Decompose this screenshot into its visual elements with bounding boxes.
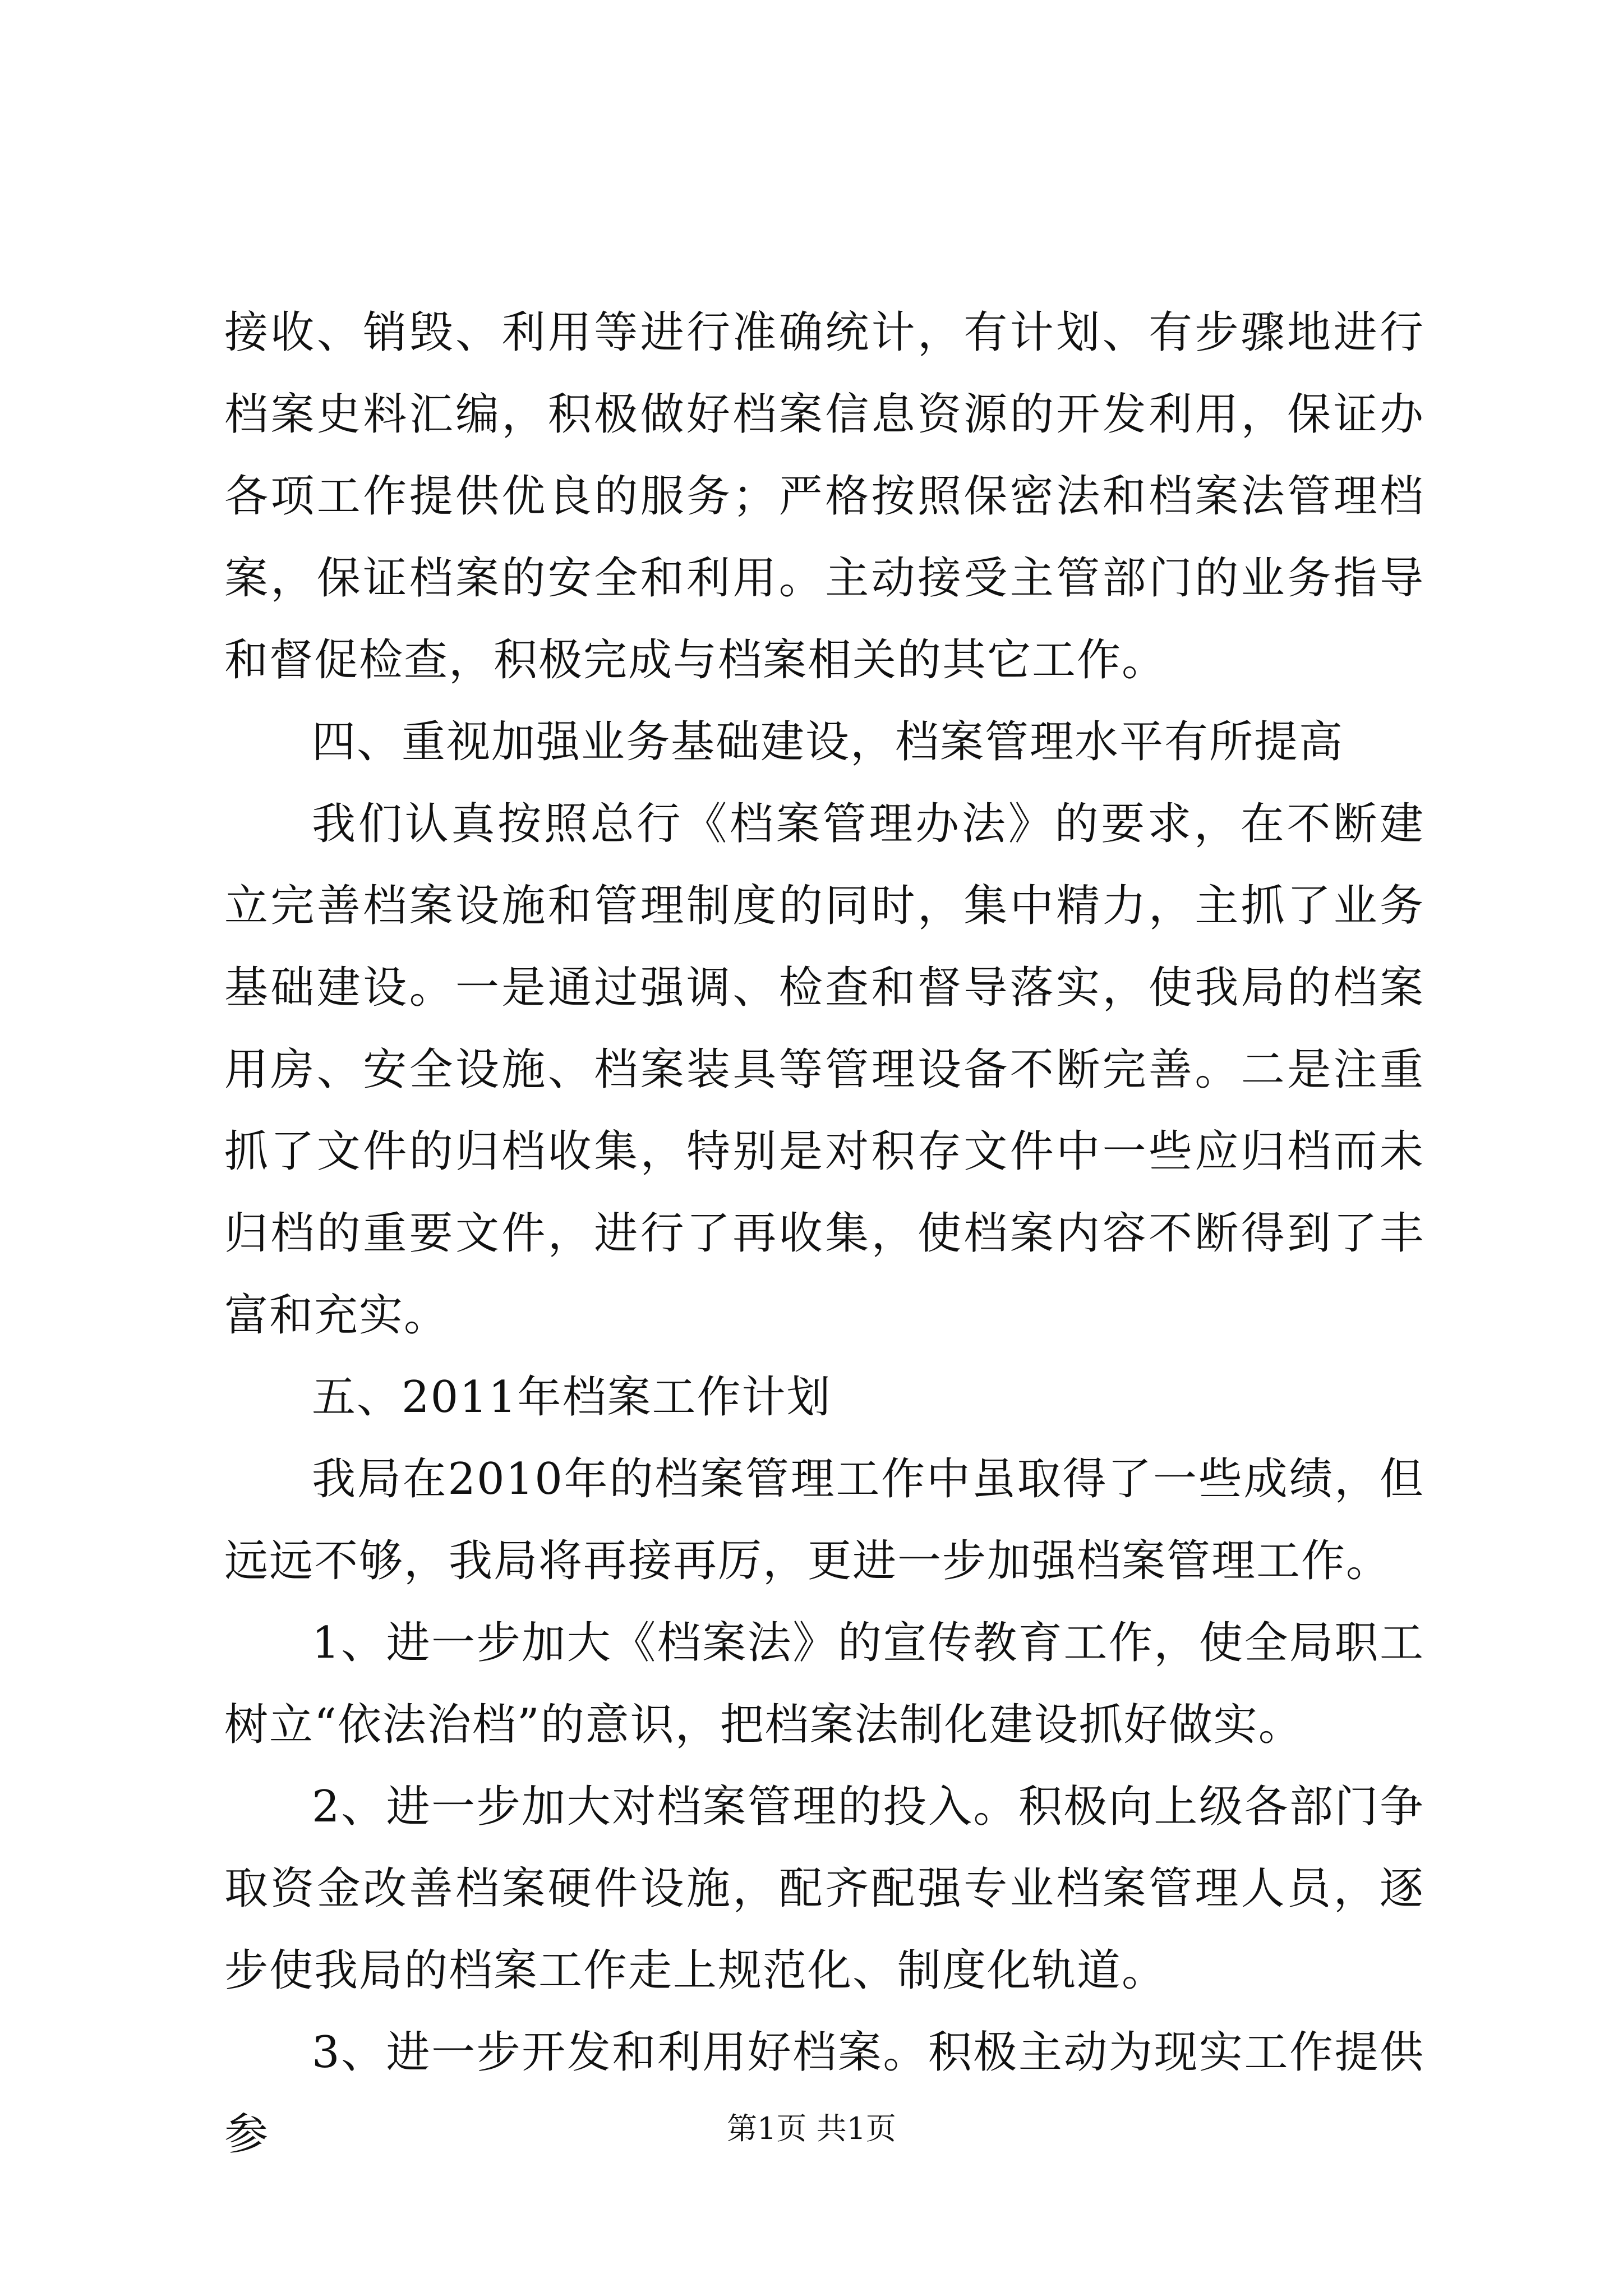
- paragraph-continued: 接收、销毁、利用等进行准确统计，有计划、有步骤地进行档案史料汇编，积极做好档案信息资源的开发利用，保证办各项工作提供优良的服务；严格按照保密法和档案法管理档案，保证档案的安全和利用。主动接受主管部门的业务指导和督促检查，积极完成与档案相关的其它工作。: [224, 307, 1424, 685]
- section-heading-four: 四、重视加强业务基础建设，档案管理水平有所提高: [312, 717, 1344, 767]
- paragraph-plan-intro: 我局在2010年的档案管理工作中虽取得了一些成绩，但远远不够，我局将再接再厉，更进一步加强档案管理工作。: [224, 1454, 1424, 1586]
- plan-item-3: 3、进一步开发和利用好档案。积极主动为现实工作提供参: [224, 2027, 1424, 2160]
- section-heading-five: 五、2011年档案工作计划: [312, 1372, 832, 1423]
- page-footer: 第1页 共1页: [727, 2111, 896, 2146]
- plan-item-1: 1、进一步加大《档案法》的宣传教育工作，使全局职工树立“依法治档”的意识，把档案法制化建设抓好做实。: [224, 1618, 1424, 1750]
- document-body: [224, 292, 1424, 2175]
- paragraph-infrastructure: 我们认真按照总行《档案管理办法》的要求，在不断建立完善档案设施和管理制度的同时，集中精力，主抓了业务基础建设。一是通过强调、检查和督导落实，使我局的档案用房、安全设施、档案装具等管理设备不断完善。二是注重抓了文件的归档收集，特别是对积存文件中一些应归档而未归档的重要文件，进行了再收集，使档案内容不断得到了丰富和充实。: [224, 799, 1424, 1341]
- plan-item-2: 2、进一步加大对档案管理的投入。积极向上级各部门争取资金改善档案硬件设施，配齐配强专业档案管理人员，逐步使我局的档案工作走上规范化、制度化轨道。: [224, 1782, 1424, 1996]
